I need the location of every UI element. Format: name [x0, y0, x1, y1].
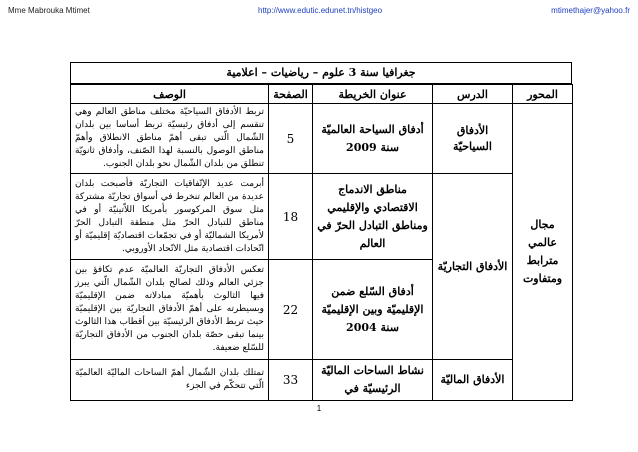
axis-cell: مجال عالمي مترابط ومتفاوت: [513, 104, 573, 401]
page-cell: 22: [269, 260, 313, 360]
description-cell: تعكس الأدفاق التجاريّة العالميّة عدم تكافؤ بين جزئي العالم وذلك لصالح بلدان الشّمال الّتي يبرز فيها الثالوث بأهميّة مبادلاته ضمن الإقليميّة وبسيطرته على أهمّ الأدفاق التجاريّة بين الإقليميّة حيث تربط الأدفاق الرئيسيّة بين أقطاب هذا الثالوث بينما تبقى حصّة بلدان الجنوب من الأدفاق التجاريّة للسّلع ضعيفة.: [71, 260, 269, 360]
page-cell: 33: [269, 360, 313, 401]
header-email-link[interactable]: mtimethajer@yahoo.fr: [551, 6, 630, 15]
col-map-header: عنوان الخريطة: [313, 85, 433, 104]
description-cell: تمتلك بلدان الشّمال أهمّ الساحات الماليّة العالميّة الّتي تتحكّم في الجزء: [71, 360, 269, 401]
map-title-cell: مناطق الاندماج الاقتصادي والإقليمي ومناطق التبادل الحرّ في العالم: [313, 174, 433, 260]
page-cell: 5: [269, 104, 313, 174]
map-title-cell: أدفاق السياحة العالميّة سنة 2009: [313, 104, 433, 174]
page-cell: 18: [269, 174, 313, 260]
lesson-cell: الأدفاق الماليّة: [433, 360, 513, 401]
table-header-row: [71, 85, 573, 104]
col-desc-header: الوصف: [71, 85, 269, 104]
description-cell: تربط الأدفاق السياحيّة مختلف مناطق العالم وهي تنقسم إلى أدفاق رئيسيّة تربط أساسا بين بلدان الشّمال الّتي تبقى أهمّ مناطق الانطلاق وأهمّ مناطق الوصول بالنسبة لهذا الصّنف، وأدفاق ثانويّة تنطلق من بلدان الشّمال نحو بلدان الجنوب.: [71, 104, 269, 174]
description-cell: أبرمت عديد الإتّفاقيات التجاريّة فأصبحت بلدان عديدة من العالم تنخرط في أسواق تجاريّة مشتركة مثل سوق المركوسور بأمريكا اللاّتينيّة أو في مناطق للتبادل الحرّ مثل منطقة التبادل الحرّ لأمريكا الشماليّة أو في تجمّعات اقتصاديّة إقليميّة أو اتّحادات اقتصادية مثل الاتّحاد الأوروبي.: [71, 174, 269, 260]
document-title: جغرافيا سنة 3 علوم – رياضيات – اعلامية: [70, 62, 572, 84]
table-row: [71, 360, 573, 401]
lessons-table: [70, 84, 573, 401]
author-name: Mme Mabrouka Mtimet: [8, 6, 90, 15]
header-url-link[interactable]: http://www.edutic.edunet.tn/histgeo: [258, 6, 383, 15]
map-title-cell: أدفاق السّلع ضمن الإقليميّة وبين الإقليميّة سنة 2004: [313, 260, 433, 360]
lesson-cell: الأدفاق التجاريّة: [433, 174, 513, 360]
col-lesson-header: الدرس: [433, 85, 513, 104]
lesson-cell: الأدفاق السياحيّة: [433, 104, 513, 174]
page-number: 1: [316, 404, 322, 413]
col-axis-header: المحور: [513, 85, 573, 104]
table-row: [71, 104, 573, 174]
col-page-header: الصفحة: [269, 85, 313, 104]
map-title-cell: نشاط الساحات الماليّة الرئيسيّة في: [313, 360, 433, 401]
page-header: [0, 4, 638, 18]
table-row: [71, 174, 573, 260]
